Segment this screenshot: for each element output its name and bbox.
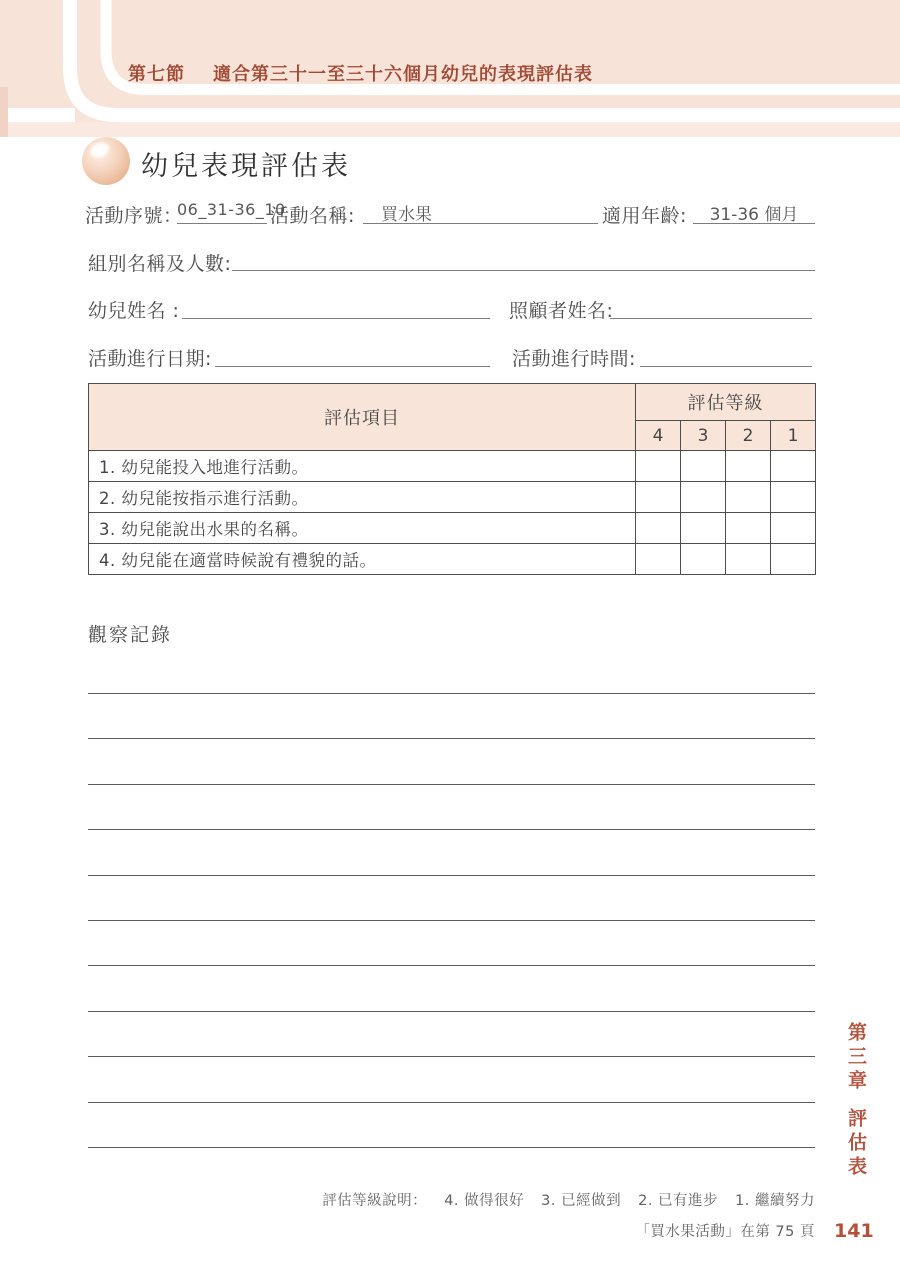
grade-3-header: 3 [681,421,726,451]
item-text: 3. 幼兒能說出水果的名稱。 [89,513,636,544]
grade-cell [771,544,816,575]
assessment-table [88,383,816,575]
activity-reference: 「買水果活動」在第 75 頁 [635,1224,815,1240]
grade-cell [636,482,681,513]
grade-1-header: 1 [771,421,816,451]
ruled-line [88,1102,815,1103]
pearl-ball-icon [82,137,130,185]
observation-ruled-lines [88,693,815,1163]
activity-name-label: 活動名稱: [270,205,355,227]
chapter-side-tab [845,1022,867,1180]
item-column-header: 評估項目 [89,384,636,451]
ruled-line [88,965,815,966]
activity-no-label: 活動序號： [85,205,183,227]
age-field: 31-36 個月 [693,200,815,224]
table-row [89,513,816,544]
grade-2-header: 2 [726,421,771,451]
caregiver-label: 照顧者姓名: [509,300,614,322]
grade-cell [681,451,726,482]
legend-item: 4. 做得很好 [444,1193,525,1209]
grade-cell [681,544,726,575]
ruled-line [88,1147,815,1148]
ruled-line [88,1011,815,1012]
date-field [215,343,490,367]
group-field [232,247,815,271]
legend-item: 2. 已有進步 [638,1193,719,1209]
legend-label: 評估等級說明： [322,1193,428,1209]
activity-no-field: 06_31-36_10 [177,200,267,224]
time-field [640,343,812,367]
ruled-line [88,875,815,876]
group-label: 組別名稱及人數: [88,253,232,275]
side-tab-chapter: 第三章 [845,1022,867,1094]
page-title: 幼兒表現評估表 [141,151,351,182]
ruled-line [88,829,815,830]
item-text: 4. 幼兒能在適當時候說有禮貌的話。 [89,544,636,575]
item-text: 1. 幼兒能投入地進行活動。 [89,451,636,482]
child-name-field [182,295,490,319]
ruled-line [88,693,815,694]
grade-cell [726,482,771,513]
grade-cell [726,451,771,482]
grade-cell [636,451,681,482]
grade-cell [771,451,816,482]
time-label: 活動進行時間: [512,348,636,370]
legend-item: 1. 繼續努力 [735,1193,815,1209]
grade-cell [681,513,726,544]
grade-column-header: 評估等級 [636,384,816,421]
ruled-line [88,784,815,785]
grade-cell [636,544,681,575]
table-row [89,482,816,513]
date-label: 活動進行日期: [88,348,212,370]
activity-name-field: 買水果 [363,200,598,224]
ball-highlight [88,140,111,160]
age-label: 適用年齡: [602,205,687,227]
item-text: 2. 幼兒能按指示進行活動。 [89,482,636,513]
grade-cell [636,513,681,544]
caregiver-field [610,295,812,319]
grade-cell [726,544,771,575]
table-row [89,451,816,482]
observation-label: 觀察記錄 [88,624,173,646]
ruled-line [88,920,815,921]
legend-item: 3. 已經做到 [541,1193,622,1209]
section-header [128,60,593,86]
grade-cell [771,482,816,513]
ruled-line [88,738,815,739]
side-tab-name: 評估表 [845,1108,867,1180]
grade-legend [322,1189,815,1210]
grade-cell [681,482,726,513]
grade-cell [726,513,771,544]
section-number: 第七節 [128,64,185,85]
section-title: 適合第三十一至三十六個月幼兒的表現評估表 [213,64,593,85]
table-row [89,544,816,575]
ruled-line [88,1056,815,1057]
child-name-label: 幼兒姓名 : [88,300,180,322]
grade-4-header: 4 [636,421,681,451]
page-number: 141 [834,1220,874,1242]
grade-cell [771,513,816,544]
